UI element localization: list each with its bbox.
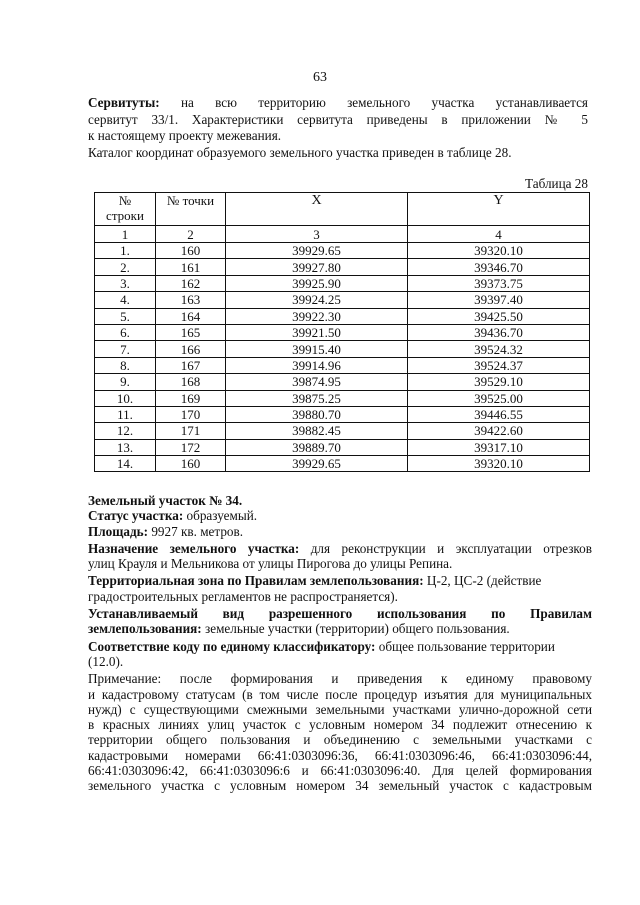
point-number-cell: 172 <box>156 439 226 455</box>
header-row-number <box>95 193 156 226</box>
table-row <box>95 374 590 390</box>
x-coordinate-cell: 39880.70 <box>226 406 408 422</box>
x-coordinate-cell: 39882.45 <box>226 423 408 439</box>
row-number-cell: 7. <box>95 341 156 357</box>
row-number-cell: 13. <box>95 439 156 455</box>
table-row <box>95 456 590 472</box>
use-value: земельные участки (территории) общего пользования. <box>201 621 510 637</box>
x-coordinate-cell: 39929.65 <box>226 456 408 472</box>
parcel-area <box>88 524 592 539</box>
page-number: 63 <box>313 70 327 85</box>
parcel-note <box>88 671 592 793</box>
point-number-cell: 166 <box>156 341 226 357</box>
point-number-cell: 170 <box>156 406 226 422</box>
table-row <box>95 357 590 373</box>
servitude-label: Сервитуты: <box>88 95 160 110</box>
y-coordinate-cell: 39346.70 <box>408 259 590 275</box>
table-row <box>95 439 590 455</box>
servitude-line-3: к настоящему проекту межевания. <box>88 128 282 143</box>
x-coordinate-cell: 39921.50 <box>226 324 408 340</box>
header-x: X <box>226 193 408 226</box>
header-row-number-line2: строки <box>106 208 144 223</box>
row-number-cell: 11. <box>95 406 156 422</box>
parcel-status <box>88 508 592 523</box>
parcel-use <box>88 606 592 637</box>
code-line-1 <box>88 639 592 654</box>
y-coordinate-cell: 39397.40 <box>408 292 590 308</box>
note-line: земельного участка с условным номером 34 земельный участок с кадастровым <box>88 778 592 794</box>
zone-value-1: Ц-2, ЦС-2 (действие <box>423 573 542 589</box>
row-number-cell: 4. <box>95 292 156 308</box>
purpose-value-2: улиц Крауля и Мельникова от улицы Пирогова до улицы Репина. <box>88 556 453 572</box>
x-coordinate-cell: 39889.70 <box>226 439 408 455</box>
note-line: Примечание: после формирования и приведения к единому правовому <box>88 671 592 687</box>
y-coordinate-cell: 39373.75 <box>408 275 590 291</box>
coordinates-table <box>94 192 590 472</box>
parcel-section <box>88 493 592 794</box>
point-number-cell: 162 <box>156 275 226 291</box>
row-number-cell: 5. <box>95 308 156 324</box>
y-coordinate-cell: 39422.60 <box>408 423 590 439</box>
y-coordinate-cell: 39529.10 <box>408 374 590 390</box>
x-coordinate-cell: 39922.30 <box>226 308 408 324</box>
column-number: 4 <box>408 226 590 243</box>
x-coordinate-cell: 39929.65 <box>226 243 408 259</box>
parcel-zone <box>88 573 592 604</box>
y-coordinate-cell: 39320.10 <box>408 456 590 472</box>
row-number-cell: 14. <box>95 456 156 472</box>
y-coordinate-cell: 39320.10 <box>408 243 590 259</box>
y-coordinate-cell: 39317.10 <box>408 439 590 455</box>
point-number-cell: 168 <box>156 374 226 390</box>
column-number: 2 <box>156 226 226 243</box>
x-coordinate-cell: 39925.90 <box>226 275 408 291</box>
zone-label: Территориальная зона по Правилам землепользования: <box>88 573 424 589</box>
row-number-cell: 1. <box>95 243 156 259</box>
x-coordinate-cell: 39924.25 <box>226 292 408 308</box>
parcel-code <box>88 639 592 670</box>
purpose-line-1 <box>88 541 592 556</box>
y-coordinate-cell: 39446.55 <box>408 406 590 422</box>
header-y: Y <box>408 193 590 226</box>
x-coordinate-cell: 39927.80 <box>226 259 408 275</box>
header-point-number: № точки <box>156 193 226 226</box>
area-label: Площадь: <box>88 523 149 539</box>
point-number-cell: 160 <box>156 456 226 472</box>
use-line-2 <box>88 621 592 636</box>
y-coordinate-cell: 39436.70 <box>408 324 590 340</box>
column-number-row <box>95 226 590 243</box>
note-line: и кадастровому статусам (в том числе после процедур изъятия для муниципальных <box>88 686 592 702</box>
header-row-number-line1: № <box>118 193 132 208</box>
code-value-1: общее пользование территории <box>375 638 555 654</box>
x-coordinate-cell: 39914.96 <box>226 357 408 373</box>
code-label: Соответствие коду по единому классификатору: <box>88 638 376 654</box>
column-number: 3 <box>226 226 408 243</box>
zone-line-1 <box>88 573 592 588</box>
point-number-cell: 161 <box>156 259 226 275</box>
x-coordinate-cell: 39915.40 <box>226 341 408 357</box>
status-value: образуемый. <box>183 508 258 524</box>
row-number-cell: 2. <box>95 259 156 275</box>
servitude-line-1 <box>88 95 588 112</box>
x-coordinate-cell: 39874.95 <box>226 374 408 390</box>
table-caption: Таблица 28 <box>525 176 588 191</box>
use-label-1: Устанавливаемый вид разрешенного использования по Правилам <box>88 606 592 622</box>
intro-paragraph <box>88 95 588 161</box>
table-row <box>95 259 590 275</box>
area-value: 9927 кв. метров. <box>148 523 244 539</box>
table-row <box>95 275 590 291</box>
use-label-2: землепользования: <box>88 621 202 637</box>
note-line: 66:41:0303096:42, 66:41:0303096:6 и 66:41:0303096:40. Для целей формирования <box>88 763 592 779</box>
y-coordinate-cell: 39524.32 <box>408 341 590 357</box>
x-coordinate-cell: 39875.25 <box>226 390 408 406</box>
row-number-cell: 10. <box>95 390 156 406</box>
note-line: кадастровыми номерами 66:41:0303096:36, 66:41:0303096:46, 66:41:0303096:44, <box>88 747 592 763</box>
point-number-cell: 164 <box>156 308 226 324</box>
table-row <box>95 308 590 324</box>
table-row <box>95 324 590 340</box>
purpose-value-1: для реконструкции и эксплуатации отрезков <box>299 540 592 556</box>
point-number-cell: 167 <box>156 357 226 373</box>
status-label: Статус участка: <box>88 508 184 524</box>
point-number-cell: 163 <box>156 292 226 308</box>
table-header-row <box>95 193 590 226</box>
point-number-cell: 169 <box>156 390 226 406</box>
row-number-cell: 9. <box>95 374 156 390</box>
row-number-cell: 8. <box>95 357 156 373</box>
table-row <box>95 243 590 259</box>
column-number: 1 <box>95 226 156 243</box>
code-value-2: (12.0). <box>88 653 124 669</box>
table-row <box>95 341 590 357</box>
servitude-line-2: сервитут 33/1. Характеристики сервитута приведены в приложении № 5 <box>88 111 588 127</box>
catalog-text: Каталог координат образуемого земельного участка приведен в таблице 28. <box>88 144 512 160</box>
y-coordinate-cell: 39425.50 <box>408 308 590 324</box>
servitude-text-1: на всю территорию земельного участка устанавливается <box>180 95 588 110</box>
point-number-cell: 171 <box>156 423 226 439</box>
note-line: в красных линиях улиц участок с условным номером 34 подлежит отнесению к <box>88 717 592 733</box>
parcel-title: Земельный участок № 34. <box>88 493 243 508</box>
table-row <box>95 292 590 308</box>
table-row <box>95 423 590 439</box>
note-line: территории общего пользования и объединению с земельными участками с <box>88 732 592 748</box>
y-coordinate-cell: 39524.37 <box>408 357 590 373</box>
row-number-cell: 12. <box>95 423 156 439</box>
note-line: нужд) с существующими смежными земельными участками улично-дорожной сети <box>88 701 592 717</box>
point-number-cell: 165 <box>156 324 226 340</box>
table-body <box>95 243 590 472</box>
purpose-label: Назначение земельного участка: <box>88 540 300 556</box>
table-row <box>95 390 590 406</box>
table-row <box>95 406 590 422</box>
row-number-cell: 6. <box>95 324 156 340</box>
y-coordinate-cell: 39525.00 <box>408 390 590 406</box>
row-number-cell: 3. <box>95 275 156 291</box>
zone-value-2: градостроительных регламентов не распространяется). <box>88 588 398 604</box>
point-number-cell: 160 <box>156 243 226 259</box>
parcel-purpose <box>88 541 592 572</box>
